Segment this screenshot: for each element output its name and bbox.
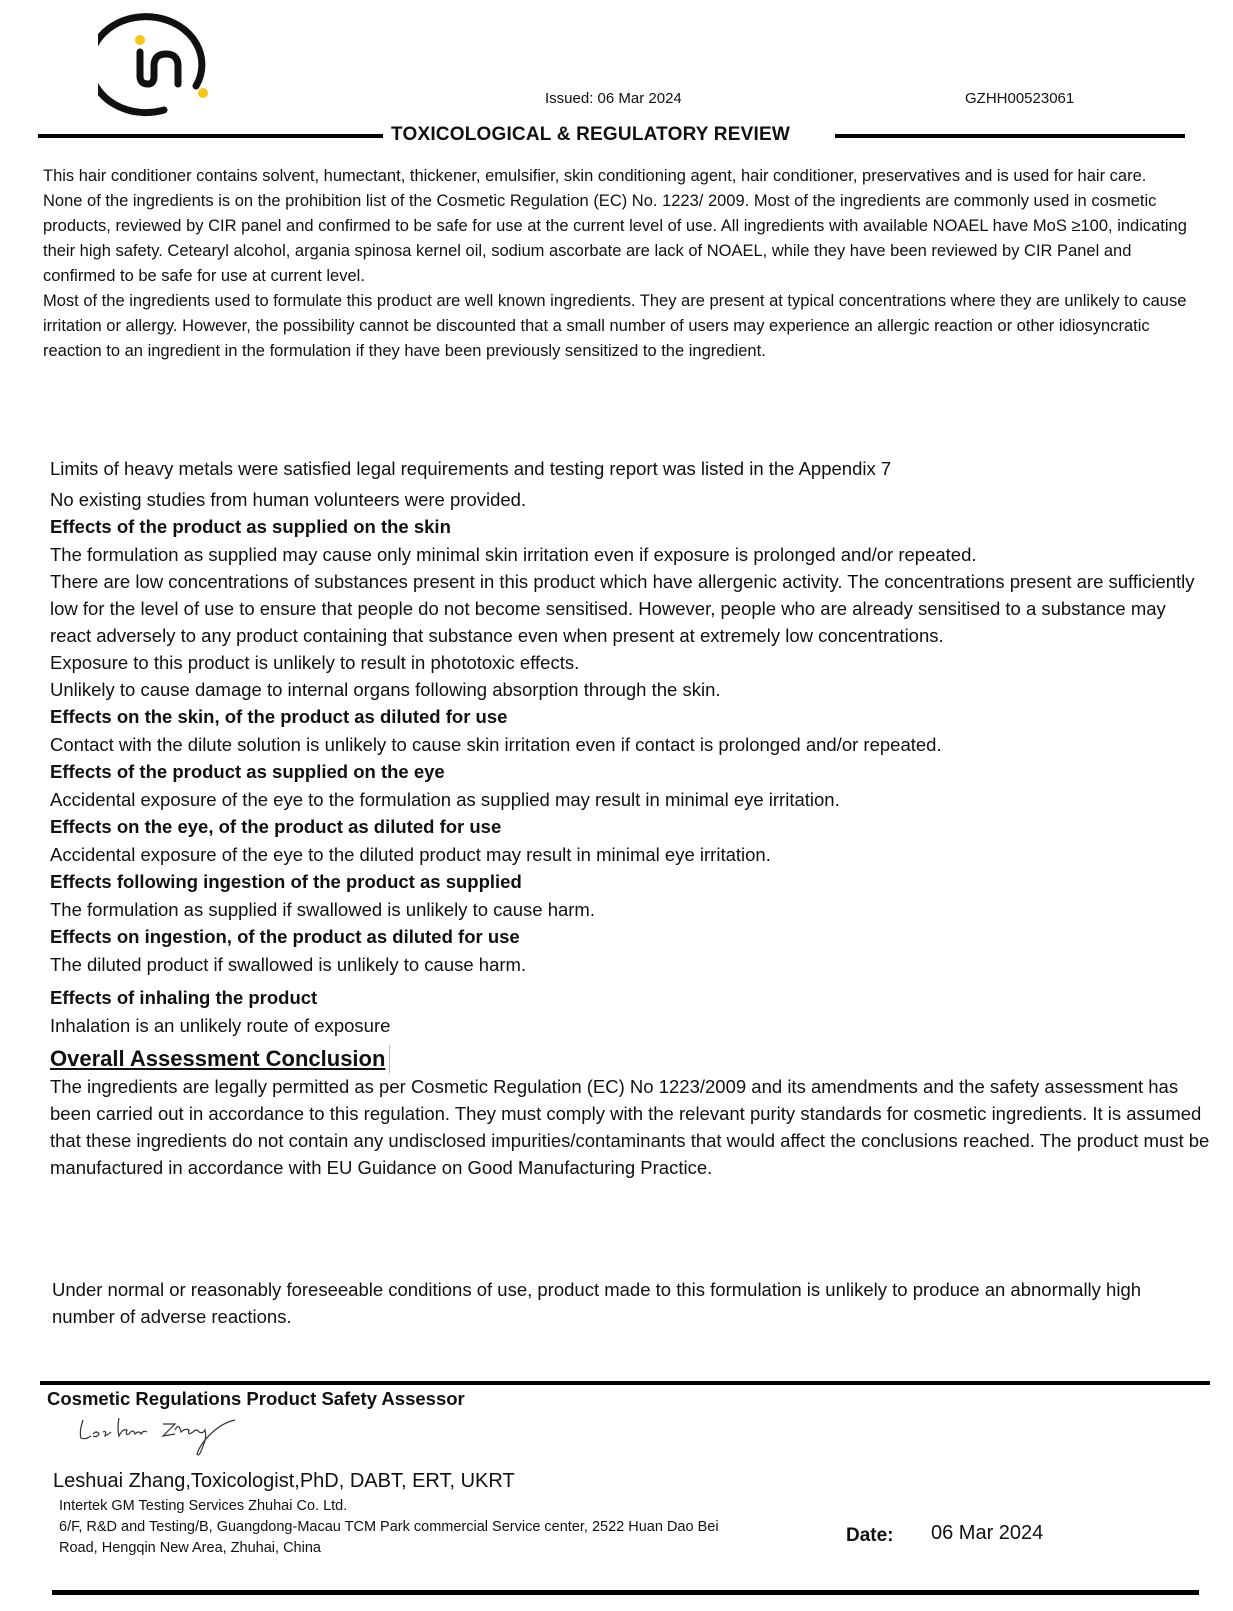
ingestion-supplied-text: The formulation as supplied if swallowed is unlikely to cause harm. — [50, 899, 595, 920]
intertek-logo-icon — [98, 8, 222, 118]
title-rule-right — [835, 134, 1185, 138]
eye-supplied-heading: Effects of the product as supplied on the eye — [50, 761, 445, 782]
organization-info — [59, 1496, 819, 1559]
skin-diluted-heading: Effects on the skin, of the product as diluted for use — [50, 706, 508, 727]
eye-diluted-heading: Effects on the eye, of the product as diluted for use — [50, 816, 502, 837]
issued-date: Issued: 06 Mar 2024 — [545, 90, 682, 107]
eye-supplied-text: Accidental exposure of the eye to the formulation as supplied may result in minimal eye irritation. — [50, 789, 840, 810]
skin-supplied-heading: Effects of the product as supplied on the skin — [50, 516, 451, 537]
section-title: TOXICOLOGICAL & REGULATORY REVIEW — [391, 124, 790, 145]
assessor-name: Leshuai Zhang,Toxicologist,PhD, DABT, ERT, UKRT — [53, 1470, 515, 1492]
final-note: Under normal or reasonably foreseeable conditions of use, product made to this formulation is unlikely to produce an abnormally high number of adverse reactions. — [52, 1279, 1142, 1327]
eye-diluted-text: Accidental exposure of the eye to the diluted product may result in minimal eye irritation. — [50, 844, 771, 865]
report-number: GZHH00523061 — [965, 90, 1075, 107]
handwritten-signature-icon — [75, 1412, 245, 1462]
company-name: Intertek GM Testing Services Zhuhai Co. Ltd. — [59, 1498, 348, 1514]
address-line-1: 6/F, R&D and Testing/B, Guangdong-Macau TCM Park commercial Service center, 2522 Huan Dao Bei — [59, 1519, 719, 1535]
internal-organs-text: Unlikely to cause damage to internal organs following absorption through the skin. — [50, 679, 721, 700]
effects-section — [50, 455, 1210, 1181]
conclusion-heading: Overall Assessment Conclusion — [50, 1045, 390, 1073]
assessor-title: Cosmetic Regulations Product Safety Assessor — [47, 1388, 465, 1409]
skin-supplied-text: The formulation as supplied may cause only minimal skin irritation even if exposure is prolonged and/or repeated. — [50, 544, 977, 565]
intro-paragraph: Most of the ingredients used to formulate this product are well known ingredients. They are present at typical concentrations where they are unlikely to cause irritation or allergy. However, the possibility cannot be discounted that a small number of users may experience an allergic reaction or other idiosyncratic reaction to an ingredient in the formulation if they have been previously sensitized to the ingredient. — [43, 292, 1187, 360]
title-rule-left — [38, 134, 383, 138]
company-logo — [98, 8, 222, 118]
date-label: Date: — [846, 1525, 894, 1546]
intro-paragraph: This hair conditioner contains solvent, humectant, thickener, emulsifier, skin conditioning agent, hair conditioner, preservatives and is used for hair care. — [43, 167, 1147, 185]
inhalation-heading: Effects of inhaling the product — [50, 987, 318, 1008]
date-value: 06 Mar 2024 — [931, 1522, 1044, 1544]
heavy-metals-text: Limits of heavy metals were satisfied legal requirements and testing report was listed in the Appendix 7 — [50, 458, 892, 479]
intro-section — [43, 164, 1203, 364]
ingestion-diluted-text: The diluted product if swallowed is unlikely to cause harm. — [50, 954, 527, 975]
ingestion-diluted-heading: Effects on ingestion, of the product as diluted for use — [50, 926, 520, 947]
signature-rule — [40, 1381, 1210, 1385]
skin-diluted-text: Contact with the dilute solution is unlikely to cause skin irritation even if contact is prolonged and/or repeated. — [50, 734, 942, 755]
conclusion-text: The ingredients are legally permitted as per Cosmetic Regulation (EC) No 1223/2009 and its amendments and the safety assessment has been carried out in accordance to this regulation. They must comply with the relevant purity standards for cosmetic ingredients. It is assumed that these ingredients do not contain any undisclosed impurities/contaminants that would affect the conclusions reached. The product must be manufactured in accordance with EU Guidance on Good Manufacturing Practice. — [50, 1076, 1210, 1178]
phototoxic-text: Exposure to this product is unlikely to result in phototoxic effects. — [50, 652, 580, 673]
intro-paragraph: None of the ingredients is on the prohibition list of the Cosmetic Regulation (EC) No. 1223/ 2009. Most of the ingredients are commonly used in cosmetic products, reviewed by CIR panel and confirmed to be safe for use at the current level of use. All ingredients with available NOAEL have MoS ≥100, indicating their high safety. Cetearyl alcohol, argania spinosa kernel oil, sodium ascorbate are lack of NOAEL, while they have been reviewed by CIR Panel and confirmed to be safe for use at current level. — [43, 192, 1187, 285]
human-studies-text: No existing studies from human volunteers were provided. — [50, 489, 527, 510]
ingestion-supplied-heading: Effects following ingestion of the product as supplied — [50, 871, 522, 892]
inhalation-text: Inhalation is an unlikely route of exposure — [50, 1015, 391, 1036]
address-line-2: Road, Hengqin New Area, Zhuhai, China — [59, 1540, 321, 1556]
bottom-rule — [52, 1590, 1199, 1595]
signature-image — [75, 1412, 245, 1462]
allergen-text: There are low concentrations of substances present in this product which have allergenic activity. The concentrations present are sufficiently low for the level of use to ensure that people do not become sensitised. However, people who are already sensitised to a substance may react adversely to any product containing that substance even when present at extremely low concentrations. — [50, 571, 1195, 646]
